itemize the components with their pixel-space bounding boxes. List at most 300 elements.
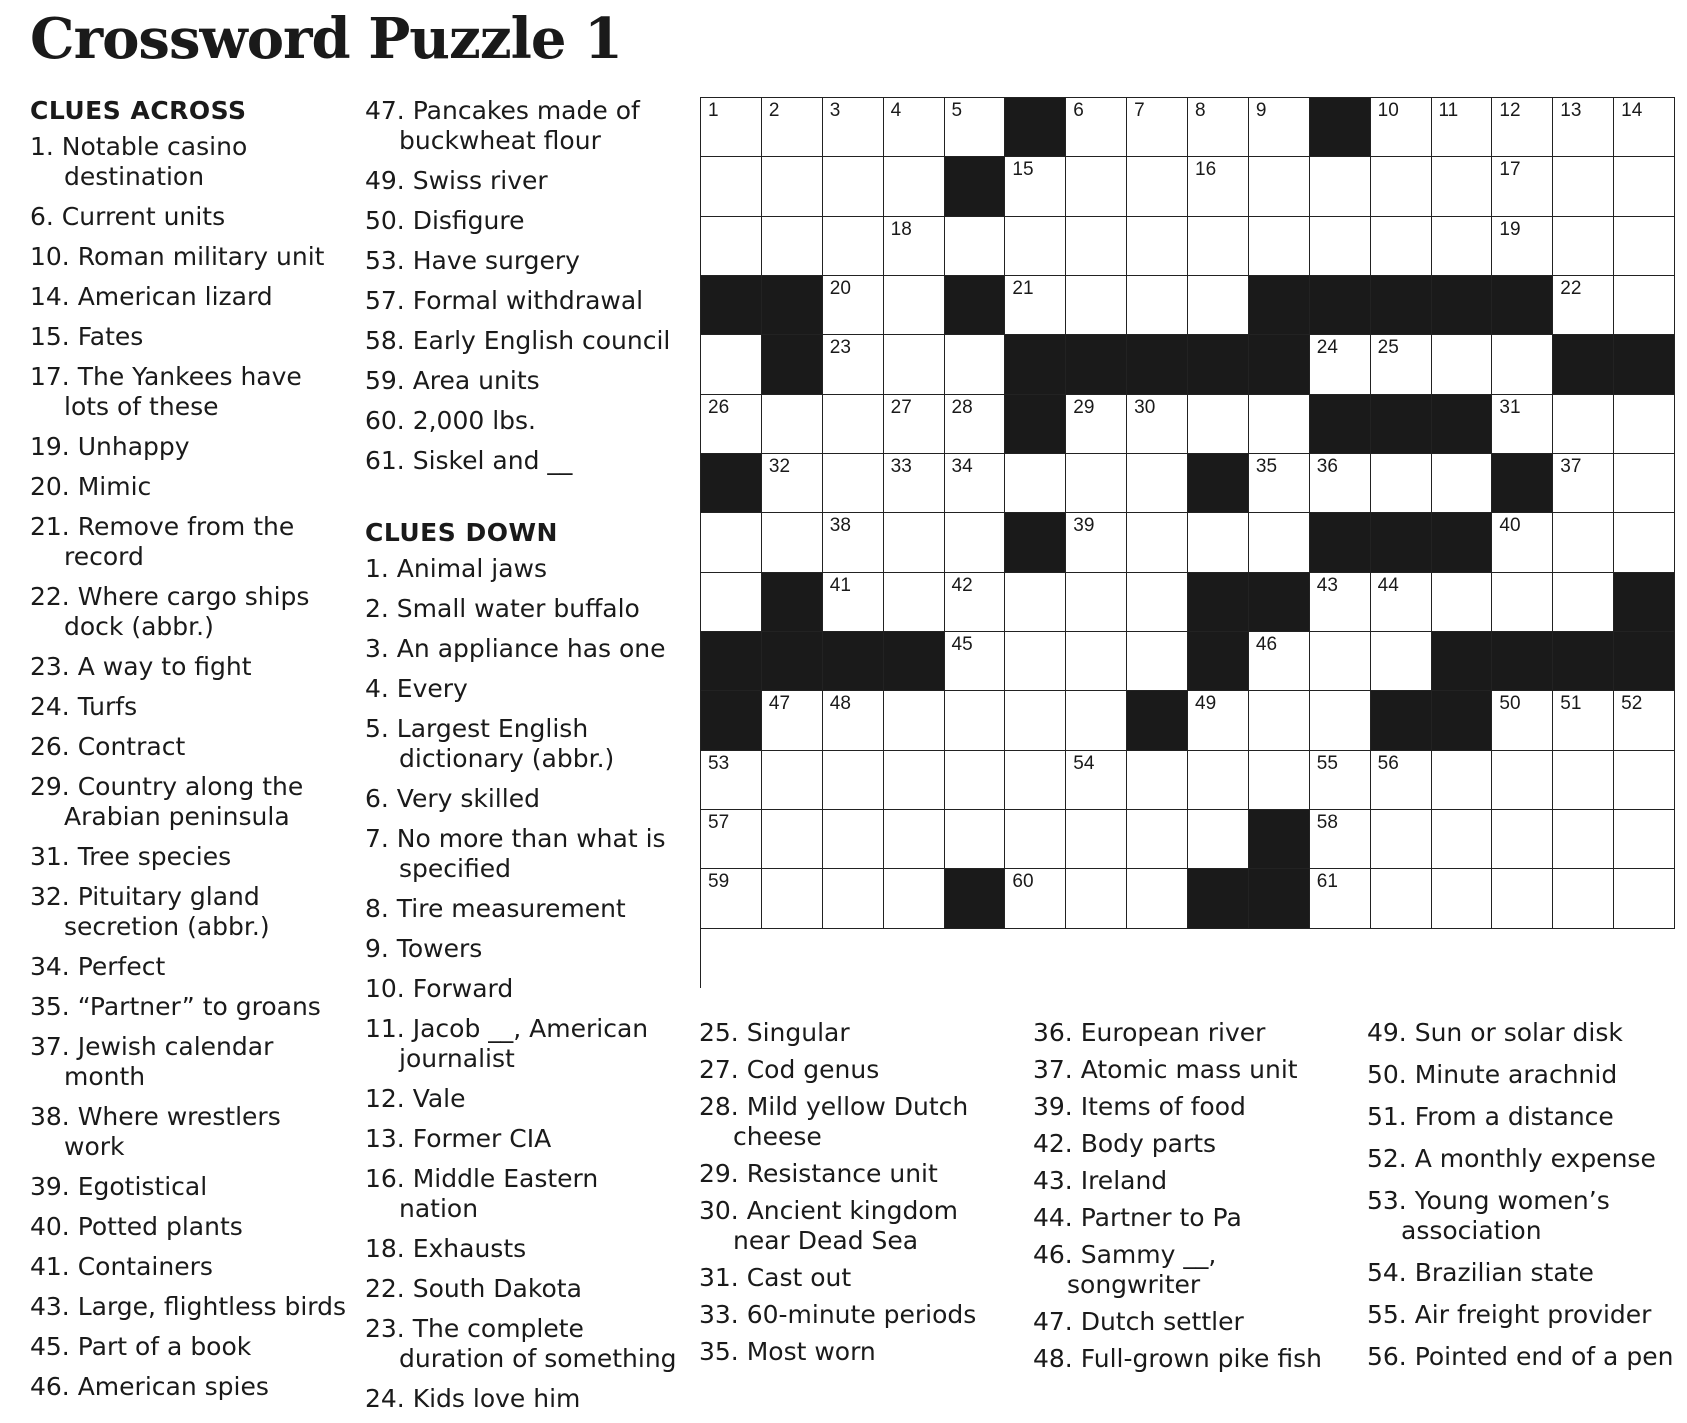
down-clue: 50. Minute arachnid: [1367, 1060, 1618, 1089]
down-clue: 44. Partner to Pa: [1033, 1203, 1242, 1232]
grid-cell[interactable]: [1127, 513, 1188, 572]
down-clue: 52. A monthly expense: [1367, 1144, 1656, 1173]
grid-cell[interactable]: [1005, 632, 1066, 691]
black-square: [1614, 335, 1675, 394]
cell-number: 32: [768, 455, 791, 477]
black-square: [1310, 276, 1371, 335]
down-clue: 54. Brazilian state: [1367, 1258, 1594, 1287]
grid-cell[interactable]: [1310, 632, 1371, 691]
crossword-grid: [700, 97, 1675, 988]
clues-across-heading: CLUES ACROSS: [30, 96, 247, 125]
grid-cell[interactable]: [823, 691, 884, 750]
grid-cell[interactable]: [823, 217, 884, 276]
grid-cell[interactable]: [1492, 335, 1553, 394]
down-clue: 9. Towers: [365, 934, 483, 963]
across-clue: 41. Containers: [30, 1252, 213, 1281]
grid-cell[interactable]: [1005, 157, 1066, 216]
grid-cell[interactable]: [1432, 454, 1493, 513]
black-square: [701, 691, 762, 750]
cell-number: 10: [1377, 100, 1399, 121]
black-square: [945, 276, 1006, 335]
grid-cell[interactable]: [1310, 335, 1371, 394]
across-clue: 61. Siskel and __: [365, 446, 573, 475]
grid-cell[interactable]: [1066, 573, 1127, 632]
grid-cell[interactable]: [1492, 573, 1553, 632]
down-clue: 56. Pointed end of a pen: [1367, 1342, 1674, 1371]
grid-cell[interactable]: [1066, 454, 1127, 513]
grid-cell[interactable]: [823, 335, 884, 394]
grid-cell[interactable]: [1553, 751, 1614, 810]
grid-cell[interactable]: [1432, 573, 1493, 632]
grid-cell[interactable]: [1553, 276, 1614, 335]
grid-cell[interactable]: [823, 98, 884, 157]
across-clue: 21. Remove from the record: [30, 512, 295, 571]
down-clue: 48. Full-grown pike fish: [1033, 1344, 1322, 1373]
black-square: [1432, 632, 1493, 691]
grid-cell[interactable]: [1005, 751, 1066, 810]
grid-cell[interactable]: [1066, 869, 1127, 928]
grid-cell[interactable]: [884, 98, 945, 157]
across-clue: 60. 2,000 lbs.: [365, 406, 537, 435]
cell-number: 19: [1499, 218, 1521, 240]
down-clue: 25. Singular: [699, 1018, 850, 1047]
grid-cell[interactable]: [823, 395, 884, 454]
grid-cell[interactable]: [1127, 632, 1188, 691]
cell-number: 43: [1316, 574, 1338, 596]
down-clue: 13. Former CIA: [365, 1124, 552, 1153]
black-square: [1188, 573, 1249, 632]
black-square: [1371, 691, 1432, 750]
grid-cell[interactable]: [1188, 217, 1249, 276]
grid-cell[interactable]: [762, 869, 823, 928]
grid-cell[interactable]: [1127, 869, 1188, 928]
grid-cell[interactable]: [1553, 573, 1614, 632]
across-clue: 53. Have surgery: [365, 246, 580, 275]
grid-cell[interactable]: [1005, 217, 1066, 276]
grid-cell[interactable]: [701, 751, 762, 810]
grid-cell[interactable]: [1553, 513, 1614, 572]
grid-cell[interactable]: [884, 869, 945, 928]
down-clue: 3. An appliance has one: [365, 634, 666, 663]
grid-cell[interactable]: [884, 691, 945, 750]
grid-cell[interactable]: [1188, 513, 1249, 572]
grid-cell[interactable]: [884, 276, 945, 335]
grid-cell[interactable]: [1614, 276, 1675, 335]
grid-cell[interactable]: [1492, 217, 1553, 276]
grid-cell[interactable]: [1066, 157, 1127, 216]
grid-cell[interactable]: [1371, 810, 1432, 869]
down-clue: 7. No more than what is specified: [365, 824, 666, 883]
down-clue: 51. From a distance: [1367, 1102, 1614, 1131]
grid-cell[interactable]: [1066, 810, 1127, 869]
grid-cell[interactable]: [1310, 810, 1371, 869]
grid-cell[interactable]: [1553, 810, 1614, 869]
cell-number: 18: [890, 218, 912, 240]
grid-cell[interactable]: [701, 98, 762, 157]
grid-cell[interactable]: [762, 217, 823, 276]
grid-cell[interactable]: [1492, 98, 1553, 157]
black-square: [1432, 691, 1493, 750]
grid-cell[interactable]: [762, 98, 823, 157]
grid-cell[interactable]: [1614, 869, 1675, 928]
grid-cell[interactable]: [1127, 751, 1188, 810]
grid-cell[interactable]: [1005, 454, 1066, 513]
cell-number: 41: [829, 574, 851, 596]
grid-cell[interactable]: [1005, 869, 1066, 928]
grid-cell[interactable]: [1310, 869, 1371, 928]
down-clue: 8. Tire measurement: [365, 894, 626, 923]
cell-number: 21: [1012, 277, 1034, 299]
grid-cell[interactable]: [1249, 217, 1310, 276]
cell-number: 46: [1255, 633, 1278, 655]
grid-cell[interactable]: [945, 632, 1006, 691]
grid-cell[interactable]: [1432, 98, 1493, 157]
grid-cell[interactable]: [1066, 98, 1127, 157]
across-clue: 50. Disfigure: [365, 206, 525, 235]
grid-cell[interactable]: [762, 157, 823, 216]
across-clue: 1. Notable casino destination: [30, 132, 248, 191]
grid-cell[interactable]: [1127, 573, 1188, 632]
grid-cell[interactable]: [1614, 751, 1675, 810]
grid-cell[interactable]: [762, 395, 823, 454]
cell-number: 20: [829, 277, 851, 299]
grid-cell[interactable]: [1614, 810, 1675, 869]
grid-cell[interactable]: [945, 217, 1006, 276]
grid-cell[interactable]: [1066, 751, 1127, 810]
grid-cell[interactable]: [1249, 751, 1310, 810]
cell-number: 24: [1316, 337, 1338, 359]
grid-cell[interactable]: [762, 810, 823, 869]
across-clue: 17. The Yankees have lots of these: [30, 362, 302, 421]
grid-cell[interactable]: [1066, 691, 1127, 750]
grid-cell[interactable]: [1249, 157, 1310, 216]
grid-cell[interactable]: [1127, 454, 1188, 513]
grid-cell[interactable]: [823, 573, 884, 632]
down-clue: 33. 60-minute periods: [699, 1300, 977, 1329]
grid-cell[interactable]: [701, 810, 762, 869]
grid-cell[interactable]: [1066, 632, 1127, 691]
grid-cell[interactable]: [823, 869, 884, 928]
grid-cell[interactable]: [884, 395, 945, 454]
down-clue: 37. Atomic mass unit: [1033, 1055, 1298, 1084]
black-square: [1371, 276, 1432, 335]
cell-number: 39: [1073, 515, 1095, 537]
grid-cell[interactable]: [884, 217, 945, 276]
across-clue: 39. Egotistical: [30, 1172, 208, 1201]
across-clue: 10. Roman military unit: [30, 242, 325, 271]
cell-number: 31: [1499, 396, 1521, 418]
down-clue: 23. The complete duration of something: [365, 1314, 677, 1373]
grid-cell[interactable]: [1614, 217, 1675, 276]
black-square: [1432, 276, 1493, 335]
grid-cell[interactable]: [1553, 454, 1614, 513]
grid-cell[interactable]: [1310, 157, 1371, 216]
down-clue: 36. European river: [1033, 1018, 1266, 1047]
cell-number: 49: [1195, 693, 1217, 715]
across-clue: 40. Potted plants: [30, 1212, 243, 1241]
black-square: [1492, 632, 1553, 691]
cell-number: 40: [1499, 515, 1521, 537]
cell-number: 7: [1134, 100, 1145, 121]
cell-number: 13: [1560, 100, 1582, 121]
grid-cell[interactable]: [1005, 810, 1066, 869]
grid-cell[interactable]: [1371, 335, 1432, 394]
grid-cell[interactable]: [1432, 157, 1493, 216]
clues-down-column-2: [699, 1018, 1019, 1374]
grid-cell[interactable]: [762, 454, 823, 513]
grid-cell[interactable]: [1492, 869, 1553, 928]
grid-cell[interactable]: [1371, 632, 1432, 691]
clues-down-heading: CLUES DOWN: [365, 518, 558, 547]
grid-cell[interactable]: [1614, 98, 1675, 157]
grid-cell[interactable]: [945, 691, 1006, 750]
across-clue: 29. Country along the Arabian peninsula: [30, 772, 304, 831]
down-clue: 46. Sammy __, songwriter: [1033, 1240, 1217, 1299]
across-clue: 45. Part of a book: [30, 1332, 252, 1361]
across-clue: 26. Contract: [30, 732, 186, 761]
grid-cell[interactable]: [1066, 395, 1127, 454]
cell-number: 52: [1621, 693, 1643, 715]
grid-cell[interactable]: [1127, 810, 1188, 869]
grid-cell[interactable]: [1553, 217, 1614, 276]
down-clue: 43. Ireland: [1033, 1166, 1168, 1195]
black-square: [1249, 869, 1310, 928]
grid-cell[interactable]: [1188, 276, 1249, 335]
cell-number: 56: [1377, 752, 1399, 774]
cell-number: 14: [1621, 100, 1643, 121]
grid-cell[interactable]: [1066, 513, 1127, 572]
cell-number: 55: [1316, 752, 1338, 774]
down-clue: 10. Forward: [365, 974, 514, 1003]
grid-cell[interactable]: [1432, 217, 1493, 276]
grid-cell[interactable]: [1249, 98, 1310, 157]
cell-number: 26: [708, 396, 730, 418]
grid-cell[interactable]: [1614, 454, 1675, 513]
across-clue: 35. “Partner” to groans: [30, 992, 321, 1021]
grid-cell[interactable]: [1310, 751, 1371, 810]
grid-cell[interactable]: [762, 513, 823, 572]
grid-cell[interactable]: [1371, 217, 1432, 276]
grid-cell[interactable]: [1127, 98, 1188, 157]
grid-cell[interactable]: [945, 810, 1006, 869]
down-clue: 12. Vale: [365, 1084, 466, 1113]
grid-cell[interactable]: [1492, 810, 1553, 869]
down-clue: 28. Mild yellow Dutch cheese: [699, 1092, 969, 1151]
grid-cell[interactable]: [1249, 395, 1310, 454]
grid-cell[interactable]: [1553, 869, 1614, 928]
grid-cell[interactable]: [1310, 573, 1371, 632]
grid-cell[interactable]: [1310, 217, 1371, 276]
black-square: [1249, 335, 1310, 394]
grid-cell[interactable]: [701, 157, 762, 216]
grid-cell[interactable]: [1492, 513, 1553, 572]
cell-number: 16: [1195, 159, 1217, 181]
down-clue: 4. Every: [365, 674, 468, 703]
grid-cell[interactable]: [1005, 276, 1066, 335]
grid-cell[interactable]: [1371, 454, 1432, 513]
down-clue: 2. Small water buffalo: [365, 594, 640, 623]
cell-number: 28: [951, 396, 973, 418]
black-square: [1249, 810, 1310, 869]
grid-cell[interactable]: [701, 217, 762, 276]
grid-cell[interactable]: [1492, 395, 1553, 454]
grid-cell[interactable]: [701, 869, 762, 928]
grid-cell[interactable]: [1188, 751, 1249, 810]
black-square: [1310, 513, 1371, 572]
clues-down-column-4: [1367, 1018, 1685, 1384]
grid-cell[interactable]: [1553, 691, 1614, 750]
black-square: [823, 632, 884, 691]
grid-cell[interactable]: [884, 157, 945, 216]
across-clue: 22. Where cargo ships dock (abbr.): [30, 582, 310, 641]
grid-cell[interactable]: [823, 810, 884, 869]
black-square: [1188, 454, 1249, 513]
grid-cell[interactable]: [701, 335, 762, 394]
grid-cell[interactable]: [1249, 691, 1310, 750]
grid-cell[interactable]: [1127, 395, 1188, 454]
across-clue: 32. Pituitary gland secretion (abbr.): [30, 882, 270, 941]
grid-cell[interactable]: [823, 157, 884, 216]
down-clue: 1. Animal jaws: [365, 554, 547, 583]
grid-cell[interactable]: [1188, 98, 1249, 157]
cell-number: 38: [829, 515, 851, 537]
grid-cell[interactable]: [701, 395, 762, 454]
cell-number: 44: [1377, 574, 1399, 596]
black-square: [1310, 98, 1371, 157]
grid-cell[interactable]: [945, 98, 1006, 157]
grid-cell[interactable]: [1188, 157, 1249, 216]
cell-number: 30: [1134, 396, 1156, 418]
down-clue: 24. Kids love him: [365, 1384, 581, 1413]
grid-cell[interactable]: [1249, 632, 1310, 691]
down-clue: 35. Most worn: [699, 1337, 876, 1366]
down-clue: 22. South Dakota: [365, 1274, 582, 1303]
cell-number: 27: [890, 396, 912, 418]
grid-cell[interactable]: [1432, 751, 1493, 810]
grid-cell[interactable]: [701, 513, 762, 572]
grid-cell[interactable]: [1005, 573, 1066, 632]
grid-cell[interactable]: [1553, 98, 1614, 157]
grid-cell[interactable]: [1371, 573, 1432, 632]
cell-number: 61: [1316, 871, 1338, 893]
clues-down-column-3: [1033, 1018, 1353, 1381]
grid-cell[interactable]: [1492, 691, 1553, 750]
grid-cell[interactable]: [762, 751, 823, 810]
black-square: [762, 573, 823, 632]
cell-number: 8: [1195, 100, 1206, 121]
grid-cell[interactable]: [823, 276, 884, 335]
black-square: [1066, 335, 1127, 394]
grid-cell[interactable]: [1127, 217, 1188, 276]
grid-cell[interactable]: [823, 751, 884, 810]
grid-cell[interactable]: [1432, 335, 1493, 394]
black-square: [1553, 632, 1614, 691]
across-clue: 14. American lizard: [30, 282, 273, 311]
grid-cell[interactable]: [884, 810, 945, 869]
grid-cell[interactable]: [1432, 869, 1493, 928]
grid-cell[interactable]: [884, 454, 945, 513]
black-square: [1005, 98, 1066, 157]
grid-cell[interactable]: [701, 573, 762, 632]
grid-cell[interactable]: [1492, 751, 1553, 810]
grid-cell[interactable]: [884, 573, 945, 632]
grid-cell[interactable]: [1614, 395, 1675, 454]
grid-cell[interactable]: [823, 513, 884, 572]
grid-cell[interactable]: [1188, 691, 1249, 750]
grid-cell[interactable]: [823, 454, 884, 513]
black-square: [1553, 335, 1614, 394]
across-clue: 59. Area units: [365, 366, 540, 395]
down-clue: 27. Cod genus: [699, 1055, 880, 1084]
grid-cell[interactable]: [1005, 691, 1066, 750]
across-clue: 47. Pancakes made of buckwheat flour: [365, 96, 640, 155]
grid-cell[interactable]: [1127, 157, 1188, 216]
grid-cell[interactable]: [1310, 454, 1371, 513]
across-clue: 6. Current units: [30, 202, 226, 231]
grid-cell[interactable]: [1492, 157, 1553, 216]
grid-cell[interactable]: [1188, 810, 1249, 869]
grid-cell[interactable]: [1066, 217, 1127, 276]
grid-cell[interactable]: [1127, 276, 1188, 335]
cell-number: 12: [1499, 100, 1521, 121]
clues-across-column-1: [30, 96, 348, 1412]
cell-number: 50: [1499, 693, 1521, 715]
across-clue: 31. Tree species: [30, 842, 232, 871]
cell-number: 11: [1438, 100, 1459, 121]
grid-cell[interactable]: [1310, 691, 1371, 750]
cell-number: 57: [708, 811, 730, 833]
down-clue: 30. Ancient kingdom near Dead Sea: [699, 1196, 958, 1255]
grid-cell[interactable]: [1614, 513, 1675, 572]
black-square: [701, 276, 762, 335]
cell-number: 22: [1560, 277, 1582, 299]
grid-cell[interactable]: [945, 335, 1006, 394]
grid-cell[interactable]: [1614, 157, 1675, 216]
grid-cell[interactable]: [1371, 869, 1432, 928]
grid-cell[interactable]: [762, 691, 823, 750]
grid-cell[interactable]: [1066, 276, 1127, 335]
grid-cell[interactable]: [945, 573, 1006, 632]
black-square: [1614, 632, 1675, 691]
grid-cell[interactable]: [1371, 157, 1432, 216]
grid-cell[interactable]: [945, 513, 1006, 572]
grid-cell[interactable]: [1188, 395, 1249, 454]
across-clue: 46. American spies: [30, 1372, 269, 1401]
across-clue: 49. Swiss river: [365, 166, 548, 195]
grid-cell[interactable]: [1249, 513, 1310, 572]
across-clue: 24. Turfs: [30, 692, 138, 721]
grid-cell[interactable]: [1553, 157, 1614, 216]
cell-number: 2: [768, 100, 780, 121]
grid-cell[interactable]: [945, 454, 1006, 513]
grid-cell[interactable]: [1553, 395, 1614, 454]
grid-cell[interactable]: [1371, 751, 1432, 810]
grid-cell[interactable]: [945, 395, 1006, 454]
grid-cell[interactable]: [1249, 454, 1310, 513]
grid-cell[interactable]: [884, 335, 945, 394]
cell-number: 48: [829, 693, 851, 715]
grid-cell[interactable]: [1614, 691, 1675, 750]
grid-cell[interactable]: [884, 751, 945, 810]
grid-cell[interactable]: [1371, 98, 1432, 157]
grid-cell[interactable]: [1432, 810, 1493, 869]
grid-cell[interactable]: [945, 751, 1006, 810]
grid-cell[interactable]: [884, 513, 945, 572]
black-square: [1005, 335, 1066, 394]
cell-number: 5: [951, 100, 963, 121]
down-clue: 39. Items of food: [1033, 1092, 1246, 1121]
down-clue: 11. Jacob __, American journalist: [365, 1014, 649, 1073]
